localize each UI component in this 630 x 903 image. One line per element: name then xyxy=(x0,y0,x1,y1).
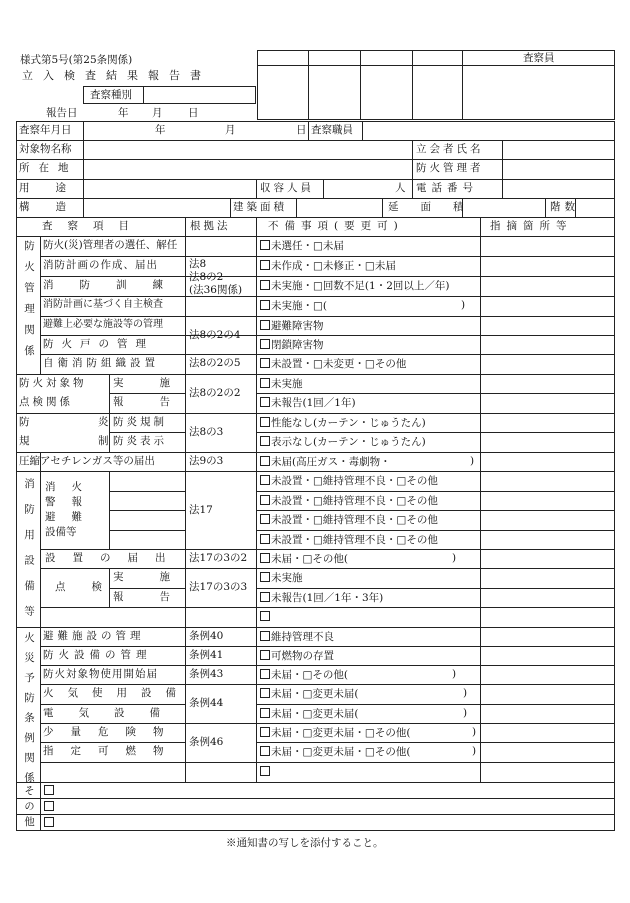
row-self-inspection-close: ) xyxy=(461,299,466,311)
checkbox-icon[interactable] xyxy=(260,240,270,250)
checkbox-icon[interactable] xyxy=(44,785,54,795)
checkbox-icon[interactable] xyxy=(44,817,54,827)
row-flameproof-label: 防炎表示 xyxy=(113,435,167,447)
row-equip-inspection-implementation: 実施 xyxy=(113,571,206,583)
row-fire-equipment-management-defect[interactable]: 可燃物の存置 xyxy=(260,650,334,662)
checkbox-icon[interactable] xyxy=(260,746,270,756)
capacity-label: 収容人員 xyxy=(260,182,314,194)
section-tenken-line2: 点検関係 xyxy=(19,396,73,408)
row-equipment-other[interactable] xyxy=(260,611,271,623)
law-small-hazardous: 条例46 xyxy=(189,736,224,748)
checkbox-icon[interactable] xyxy=(260,650,270,660)
row-flameproof-regulation-defect[interactable]: 性能なし(カーテン・じゅうたん) xyxy=(260,417,426,429)
row-other-1[interactable] xyxy=(44,785,55,797)
form-title: 立入検査結果報告書 xyxy=(22,69,211,82)
checkbox-icon[interactable] xyxy=(260,339,270,349)
checkbox-icon[interactable] xyxy=(260,436,270,446)
row-equipment-defect-2[interactable]: 未設置・□維持管理不良・□その他 xyxy=(260,495,438,507)
checkbox-icon[interactable] xyxy=(260,475,270,485)
row-tenken-implementation-defect[interactable]: 未実施 xyxy=(260,378,303,390)
row-tenken-report-defect[interactable]: 未報告(1回／1年) xyxy=(260,397,356,409)
checkbox-icon[interactable] xyxy=(260,260,270,270)
row-flameproof-label-defect[interactable]: 表示なし(カーテン・じゅうたん) xyxy=(260,436,426,448)
report-year-unit: 年 xyxy=(118,107,129,119)
row-fire-use-equipment-defect[interactable]: 未届・□変更未届( xyxy=(260,688,359,700)
row-tenken-report: 報告 xyxy=(113,396,206,408)
law-fire-equipment-management: 条例41 xyxy=(189,649,224,661)
row-acetylene-close: ) xyxy=(470,455,475,467)
row-fire-plan-defect[interactable]: 未作成・□未修正・□未届 xyxy=(260,260,396,272)
phone-label: 電話番号 xyxy=(416,182,478,194)
fire-manager-field[interactable] xyxy=(506,162,611,175)
inspector-label: 査察員 xyxy=(523,52,555,64)
row-electrical-equipment: 電気設備 xyxy=(43,707,185,719)
checkbox-icon[interactable] xyxy=(260,378,270,388)
section-other: その他 xyxy=(23,785,35,832)
inspection-month-unit: 月 xyxy=(225,124,236,136)
checkbox-icon[interactable] xyxy=(260,456,270,466)
law-evacuation: 法8の2の4 xyxy=(189,329,241,341)
equip-alarm: 警報 xyxy=(45,496,98,508)
row-equipment-defect-3[interactable]: 未設置・□維持管理不良・□その他 xyxy=(260,514,438,526)
row-designated-combustible-defect[interactable]: 未届・□変更未届・□その他( xyxy=(260,746,410,758)
row-acetylene: 圧縮アセチレンガス等の届出 xyxy=(19,455,155,467)
law-flameproof: 法8の3 xyxy=(189,426,224,438)
row-evacuation-management-defect[interactable]: 維持管理不良 xyxy=(260,631,334,643)
row-tenken-implementation: 実施 xyxy=(113,377,206,389)
equip-fire-extinguishing: 消火 xyxy=(45,481,98,493)
row-equip-inspection-implementation-defect[interactable]: 未実施 xyxy=(260,572,303,584)
floor-area-label: 延面積 xyxy=(388,201,486,213)
address-label: 所在地 xyxy=(19,162,78,174)
attendant-field[interactable] xyxy=(506,143,611,156)
attendant-label: 立会者氏名 xyxy=(416,143,484,155)
staff-field[interactable] xyxy=(366,124,611,137)
inspection-day-unit: 日 xyxy=(296,124,307,136)
row-flameproof-regulation: 防炎規制 xyxy=(113,416,167,428)
checkbox-icon[interactable] xyxy=(260,572,270,582)
object-name-label: 対象物名称 xyxy=(19,143,72,155)
section-tenken-line1: 防火対象物 xyxy=(19,377,87,389)
row-fire-drill: 消防訓練 xyxy=(43,279,189,291)
checkbox-icon[interactable] xyxy=(260,553,270,563)
row-small-hazardous-close: ) xyxy=(472,726,477,738)
building-area-field[interactable] xyxy=(300,201,378,214)
row-use-start-notice-close: ) xyxy=(452,668,457,680)
row-designated-combustible: 指定可燃物 xyxy=(43,745,181,757)
address-field[interactable] xyxy=(86,162,408,175)
checkbox-icon[interactable] xyxy=(260,320,270,330)
checkbox-icon[interactable] xyxy=(260,514,270,524)
row-self-inspection-defect[interactable]: 未実施・□( xyxy=(260,300,327,312)
row-fire-plan: 消防計画の作成、届出 xyxy=(43,259,158,271)
checkbox-icon[interactable] xyxy=(260,631,270,641)
report-day-unit: 日 xyxy=(188,107,199,119)
fire-manager-label: 防火管理者 xyxy=(416,162,484,174)
law-equipment: 法17 xyxy=(189,504,213,516)
inspection-date-label: 査察年月日 xyxy=(19,124,72,136)
row-fire-drill-defect[interactable]: 未実施・□回数不足(1・2回以上／年) xyxy=(260,280,449,292)
inspection-type-label: 査察種別 xyxy=(90,89,132,101)
section-boen-2: 炎 xyxy=(98,416,109,428)
law-self-defense-org: 法8の2の5 xyxy=(189,357,241,369)
equip-evacuation: 避難 xyxy=(45,511,98,523)
row-fire-use-equipment: 火気使用設備 xyxy=(43,687,190,699)
inspection-type-field[interactable] xyxy=(150,90,250,102)
row-designated-combustible-close: ) xyxy=(472,745,477,757)
checkbox-icon[interactable] xyxy=(260,495,270,505)
checkbox-icon[interactable] xyxy=(260,417,270,427)
inspector-stamp-grid xyxy=(257,50,615,120)
checkbox-icon[interactable] xyxy=(260,397,270,407)
row-use-start-notice: 防火対象物使用開始届 xyxy=(43,668,158,680)
checkbox-icon[interactable] xyxy=(44,801,54,811)
law-fire-mgmt-2: 法8の2 xyxy=(189,271,224,283)
row-fire-door: 防火戸の管理 xyxy=(43,338,154,350)
column-header-defect: 不備事項(要更可) xyxy=(268,220,404,232)
checkbox-icon[interactable] xyxy=(260,611,270,621)
section-boen-1: 防 xyxy=(19,416,30,428)
checkbox-icon[interactable] xyxy=(260,300,270,310)
law-fire-mgmt-3: (法36関係) xyxy=(189,284,243,296)
row-ordinance-other[interactable] xyxy=(260,766,271,778)
column-header-law: 根拠法 xyxy=(190,220,231,232)
row-electrical-equipment-defect[interactable]: 未届・□変更未届( xyxy=(260,708,359,720)
law-fire-mgmt-1: 法8 xyxy=(189,258,207,270)
object-name-field[interactable] xyxy=(86,143,408,156)
inspection-date-field[interactable] xyxy=(86,124,286,137)
structure-field[interactable] xyxy=(86,201,226,214)
floors-label: 階数 xyxy=(550,201,579,213)
section-kasai: 火災予防条例関係 xyxy=(23,632,35,792)
checkbox-icon[interactable] xyxy=(260,592,270,602)
checkbox-icon[interactable] xyxy=(260,727,270,737)
law-use-start-notice: 条例43 xyxy=(189,668,224,680)
row-evacuation-facility-defect[interactable]: 避難障害物 xyxy=(260,320,324,332)
use-label: 用途 xyxy=(19,182,92,194)
row-self-defense-org-defect[interactable]: 未設置・□未変更・□その他 xyxy=(260,358,406,370)
section-bouka: 防火管理関係 xyxy=(23,240,35,366)
section-shobo: 消防用設備等 xyxy=(23,478,35,631)
row-acetylene-defect[interactable]: 未届(高圧ガス・毒劇物・ xyxy=(260,456,391,468)
row-equip-inspection-report: 報告 xyxy=(113,591,206,603)
row-evacuation-management: 避難施設の管理 xyxy=(43,630,145,642)
equip-etc: 設備等 xyxy=(45,526,77,538)
row-electrical-equipment-close: ) xyxy=(463,707,468,719)
row-fire-use-equipment-close: ) xyxy=(463,687,468,699)
report-date-field[interactable] xyxy=(80,105,220,119)
checkbox-icon[interactable] xyxy=(260,688,270,698)
row-other-3[interactable] xyxy=(44,817,55,829)
row-fire-door-defect[interactable]: 閉鎖障害物 xyxy=(260,339,324,351)
footer-note: ※通知書の写しを添付すること。 xyxy=(226,837,384,849)
row-manager-appointment-defect[interactable]: 未選任・□未届 xyxy=(260,240,344,252)
row-evacuation-facility: 避難上必要な施設等の管理 xyxy=(43,319,163,330)
floors-field[interactable] xyxy=(579,201,611,214)
row-manager-appointment: 防火(災)管理者の選任、解任 xyxy=(43,239,178,251)
row-installation-notice-defect[interactable]: 未届・□その他( xyxy=(260,553,348,565)
section-boen-4: 制 xyxy=(98,435,109,447)
row-equipment-defect-1[interactable]: 未設置・□維持管理不良・□その他 xyxy=(260,475,438,487)
law-acetylene: 法9の3 xyxy=(189,455,224,467)
law-evacuation-management: 条例40 xyxy=(189,630,224,642)
checkbox-icon[interactable] xyxy=(260,766,270,776)
checkbox-icon[interactable] xyxy=(260,358,270,368)
checkbox-icon[interactable] xyxy=(260,708,270,718)
report-date-label: 報告日 xyxy=(46,107,78,119)
row-other-2[interactable] xyxy=(44,801,55,813)
building-area-label: 建築面積 xyxy=(233,201,287,213)
column-header-item: 査察項目 xyxy=(42,220,144,232)
person-unit: 人 xyxy=(395,182,406,194)
checkbox-icon[interactable] xyxy=(260,534,270,544)
law-tenken: 法8の2の2 xyxy=(189,387,241,399)
row-self-defense-org: 自衛消防組織設置 xyxy=(43,357,159,369)
law-installation-notice: 法17の3の2 xyxy=(189,552,248,564)
checkbox-icon[interactable] xyxy=(260,280,270,290)
law-equip-inspection: 法17の3の3 xyxy=(189,581,248,593)
checkbox-icon[interactable] xyxy=(260,669,270,679)
inspection-year-unit: 年 xyxy=(155,124,166,136)
staff-label: 査察職員 xyxy=(311,124,353,136)
row-use-start-notice-defect[interactable]: 未届・□その他( xyxy=(260,669,348,681)
form-number: 様式第5号(第25条関係) xyxy=(20,54,133,66)
report-month-unit: 月 xyxy=(152,107,163,119)
phone-field[interactable] xyxy=(506,182,611,195)
row-fire-equipment-management: 防火設備の管理 xyxy=(43,649,152,661)
row-small-hazardous: 少量危険物 xyxy=(43,726,181,738)
column-header-location: 指摘箇所等 xyxy=(490,220,573,232)
structure-label: 構造 xyxy=(19,201,92,213)
row-equip-inspection-group: 点検 xyxy=(55,581,128,593)
section-boen-3: 規 xyxy=(19,435,30,447)
row-small-hazardous-defect[interactable]: 未届・□変更未届・□その他( xyxy=(260,727,410,739)
law-fire-use-equipment: 条例44 xyxy=(189,697,224,709)
row-equipment-defect-4[interactable]: 未設置・□維持管理不良・□その他 xyxy=(260,534,438,546)
row-equip-inspection-report-defect[interactable]: 未報告(1回／1年・3年) xyxy=(260,592,383,604)
row-installation-notice: 設置の届出 xyxy=(45,552,183,564)
row-self-inspection: 消防計画に基づく自主検査 xyxy=(43,299,163,310)
row-installation-notice-close: ) xyxy=(452,552,457,564)
capacity-field[interactable] xyxy=(326,182,386,195)
use-field[interactable] xyxy=(86,182,252,195)
floor-area-field[interactable] xyxy=(466,201,541,214)
